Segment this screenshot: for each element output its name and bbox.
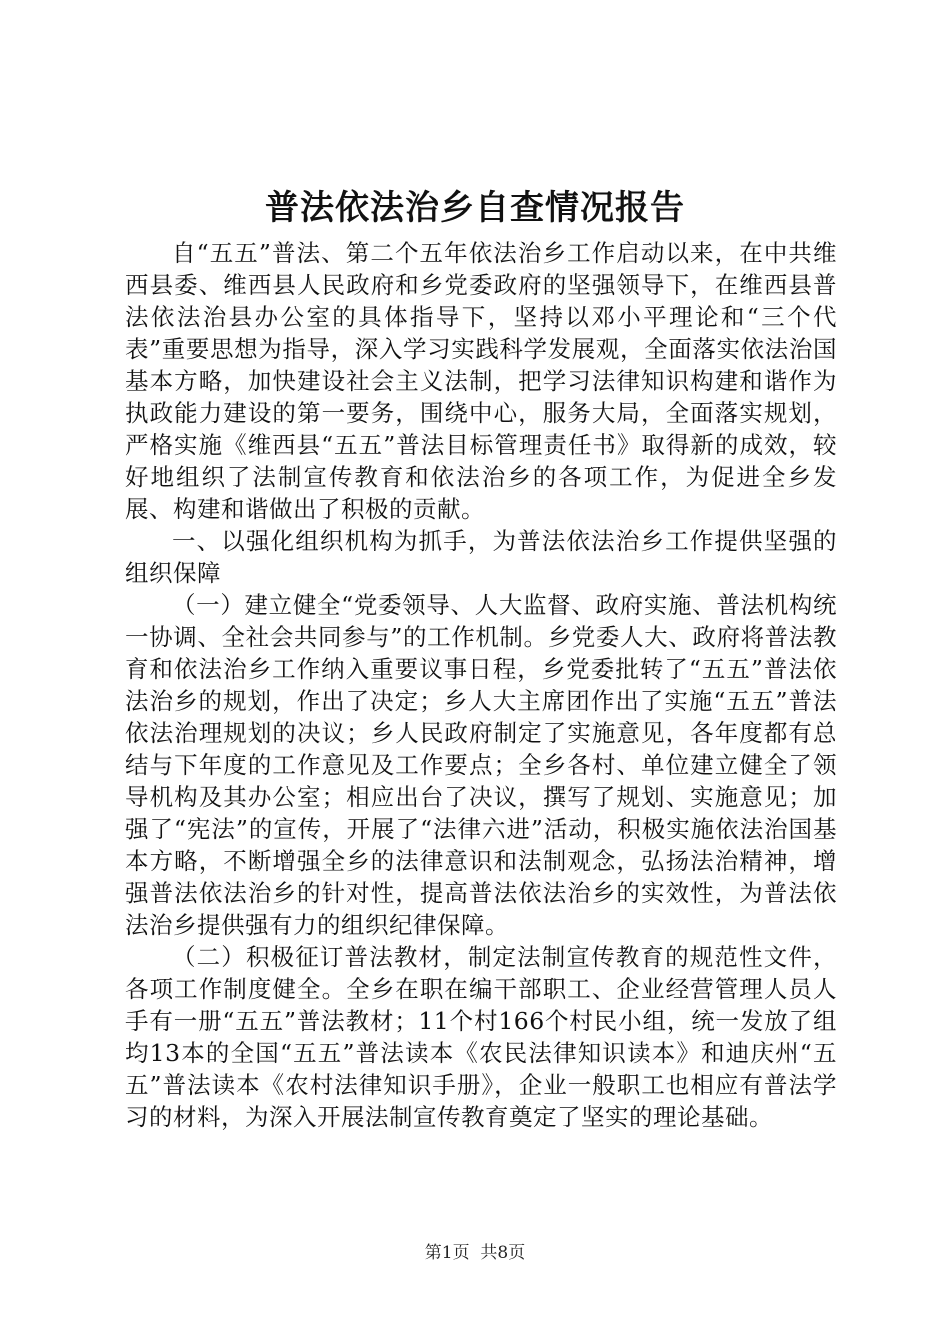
page-total: 共8页 bbox=[480, 1243, 526, 1263]
page-number: 第1页 bbox=[424, 1243, 470, 1263]
paragraph-item-1: （一）建立健全“党委领导、人大监督、政府实施、普法机构统一协调、全社会共同参与”的工作机制。乡党委人大、政府将普法教育和依法治乡工作纳入重要议事日程，乡党委批转了“五五”普法依法治乡的规划，作出了决定；乡人大主席团作出了实施“五五”普法依法治理规划的决议；乡人民政府制定了实施意见，各年度都有总结与下年度的工作意见及工作要点；全乡各村、单位建立健全了领导机构及其办公室；相应出台了决议，撰写了规划、实施意见；加强了“宪法”的宣传，开展了“法律六进”活动，积极实施依法治国基本方略，不断增强全乡的法律意识和法制观念，弘扬法治精神，增强普法依法治乡的针对性，提高普法依法治乡的实效性，为普法依法治乡提供强有力的组织纪律保障。 bbox=[125, 591, 837, 939]
document-title: 普法依法治乡自查情况报告 bbox=[265, 188, 685, 228]
document-body bbox=[125, 237, 837, 1133]
page-footer bbox=[0, 1242, 950, 1264]
paragraph-section-heading: 一、以强化组织机构为抓手，为普法依法治乡工作提供坚强的组织保障 bbox=[125, 527, 837, 587]
paragraph-item-2: （二）积极征订普法教材，制定法制宣传教育的规范性文件，各项工作制度健全。全乡在职在编干部职工、企业经营管理人员人手有一册“五五”普法教材；11个村166个村民小组，统一发放了组均13本的全国“五五”普法读本《农民法律知识读本》和迪庆州“五五”普法读本《农村法律知识手册》，企业一般职工也相应有普法学习的材料，为深入开展法制宣传教育奠定了坚实的理论基础。 bbox=[125, 943, 837, 1131]
paragraph-intro: 自“五五”普法、第二个五年依法治乡工作启动以来，在中共维西县委、维西县人民政府和乡党委政府的坚强领导下，在维西县普法依法治县办公室的具体指导下，坚持以邓小平理论和“三个代表”重要思想为指导，深入学习实践科学发展观，全面落实依法治国基本方略，加快建设社会主义法制，把学习法律知识构建和谐作为执政能力建设的第一要务，围绕中心，服务大局，全面落实规划，严格实施《维西县“五五”普法目标管理责任书》取得新的成效，较好地组织了法制宣传教育和依法治乡的各项工作，为促进全乡发展、构建和谐做出了积极的贡献。 bbox=[125, 239, 837, 523]
